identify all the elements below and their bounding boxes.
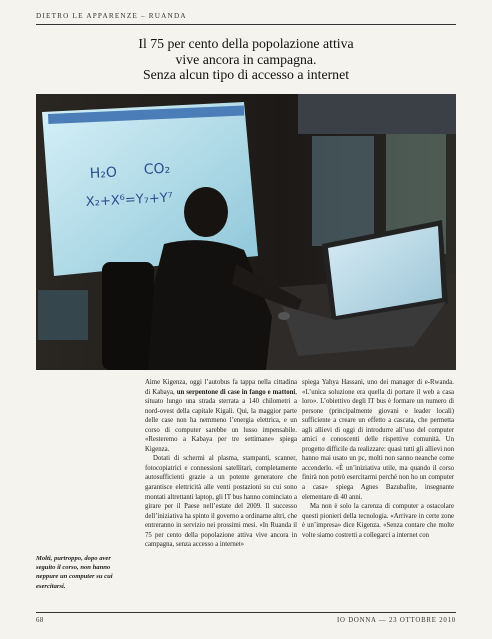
headline	[36, 36, 456, 83]
headline-line-3: Senza alcun tipo di accesso a internet	[142, 67, 350, 82]
page-footer	[36, 612, 456, 624]
person-head	[184, 187, 228, 237]
board-text-formula: X₂+X⁶=Y₇+Y⁷	[85, 190, 174, 210]
photo-illustration	[36, 94, 456, 370]
column-1-text-end: , situato lungo una strada sterrata a 140 chilometri a nord-ovest della capitale Kigali. Qui, la maggior parte delle case non ha nemmeno l’energia elettrica, e un corso di computer sarebbe un lusso impensabile. «Resteremo a Kabaya per tre settimane» spiega Kigenza.	[145, 388, 297, 453]
chair	[102, 262, 154, 370]
page-number: 68	[36, 617, 44, 624]
column-2-paragraph-2: Ma non è solo la carenza di computer a ostacolare questi pionieri della tecnologia. «Arrivare in certe zone è un’impresa» dice Kigenza. «Senza contare che molte volte siamo costretti a collegarci a internet con	[302, 503, 454, 539]
board-text-co2: CO₂	[143, 160, 171, 178]
column-1-text-start: Aime Kigenza, oggi l’autobus fa tappa nella cittadina di Kabaya,	[145, 379, 297, 396]
background-monitor	[38, 290, 88, 340]
window-frame	[298, 94, 456, 134]
headline-line-1: Il 75 per cento della popolazione attiva	[138, 36, 354, 51]
article-column-1	[145, 378, 297, 608]
board-text-h2o: H₂O	[89, 164, 118, 182]
photo-caption: Molti, purtroppo, dopo aver seguito il corso, non hanno neppure un computer su cui esercitarsi.	[36, 555, 113, 590]
section-label: DIETRO LE APPARENZE – RUANDA	[36, 12, 187, 20]
mouse	[278, 312, 290, 320]
issue-info: IO DONNA — 23 OTTOBRE 2010	[336, 617, 456, 624]
headline-line-2: vive ancora in campagna.	[175, 51, 317, 67]
column-1-bold-phrase: un serpentone di case in fango e mattoni	[176, 388, 296, 396]
window-pane	[312, 136, 374, 246]
article-photo	[36, 94, 456, 370]
column-1-paragraph-2: Dotati di schermi al plasma, stampanti, scanner, fotocopiatrici e connessioni satellitari, completamente autosufficienti grazie a un potente generatore che garantisce elettricità alle venti postazioni su cui sono montati altrettanti laptop, gli IT bus hanno cominciato a girare per il Paese nell’estate del 2009. Il successo dell’iniziativa ha spinto il governo a ordinarne altri, che entreranno in servizio nei prossimi mesi. «In Ruanda il 75 per cento della popolazione attiva vive ancora in campagna, senza accesso a internet»	[145, 455, 297, 549]
article-column-2	[302, 378, 454, 608]
column-1-paragraph-1	[145, 378, 297, 454]
column-2-paragraph-1: spiega Yahya Hassani, uno dei manager di e-Rwanda. «L’unica soluzione era quella di portare il web a casa loro». L’obiettivo degli IT bus è formare un numero di persone (principalmente giovani e leader locali) sufficiente a creare un effetto a cascata, che permetta agli allievi di oggi di introdurre all’uso del computer amici e conoscenti delle rispettive comunità. Un progetto difficile da realizzare: quasi tutti gli allievi non hanno mai usato un pc, molti non sanno neanche come accenderlo. «È un’iniziativa utile, ma quando il corso finirà non potrò esercitarmi perché non ho un computer a casa» spiega Agnes Bazubafite, insegnante elementare di 40 anni.	[302, 379, 454, 501]
section-header	[36, 12, 456, 25]
